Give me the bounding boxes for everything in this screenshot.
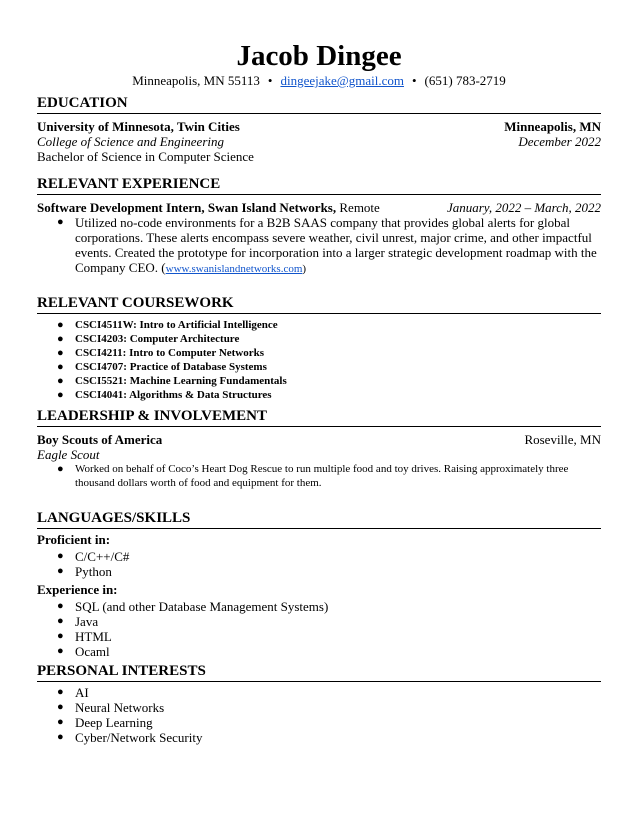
org-location: Roseville, MN: [524, 432, 601, 447]
candidate-name: Jacob Dingee: [236, 40, 402, 72]
location: Minneapolis, MN 55113: [132, 73, 260, 88]
list-item: ● Cyber/Network Security: [57, 730, 203, 745]
coursework-title: RELEVANT COURSEWORK: [37, 295, 601, 314]
email-link[interactable]: dingeejake@gmail.com: [280, 73, 404, 88]
job-role: Software Development Intern, Swan Island Networks,: [37, 200, 337, 215]
college-name: College of Science and Engineering: [37, 134, 225, 149]
list-item: ● CSCI4511W: Intro to Artificial Intelligence: [57, 319, 278, 331]
separator: •: [411, 73, 417, 88]
list-item: ● Neural Networks: [57, 700, 165, 715]
list-item: ● Utilized no-code environments for a B2B SAAS company that provides global alerts for global corporations. These alerts encompass severe weather, civil unrest, major crime, and other impactful events. Created the prototype for incorporation into a larger strategic development roadmap with the Company CEO. (www.swanislandnetworks.com): [57, 215, 597, 275]
list-item: ● Deep Learning: [57, 715, 153, 730]
experience-section: [37, 200, 601, 277]
experience-label: Experience in:: [37, 582, 118, 597]
education-section: [37, 119, 601, 164]
contact-line: [37, 72, 601, 89]
skills-title: LANGUAGES/SKILLS: [37, 510, 601, 529]
list-item: ● CSCI4203: Computer Architecture: [57, 333, 240, 345]
school-location: Minneapolis, MN: [504, 119, 601, 134]
list-item: ● Python: [57, 564, 112, 579]
coursework-list: [37, 318, 601, 402]
list-item: ● CSCI5521: Machine Learning Fundamentals: [57, 375, 287, 387]
company-link[interactable]: www.swanislandnetworks.com: [165, 263, 303, 275]
skills-section: [37, 532, 601, 659]
list-item: ● CSCI4211: Intro to Computer Networks: [57, 347, 265, 359]
graduation-date: December 2022: [518, 134, 601, 149]
education-title: EDUCATION: [37, 95, 601, 114]
list-item: ● AI: [57, 685, 89, 700]
job-dates: January, 2022 – March, 2022: [446, 200, 601, 215]
list-item: ● Worked on behalf of Coco’s Heart Dog Rescue to run multiple food and toy drives. Raising approximately three thousand dollars worth of food and equipment for them.: [57, 463, 569, 489]
leadership-section: [37, 432, 601, 490]
org-name: Boy Scouts of America: [37, 432, 163, 447]
degree: Bachelor of Science in Computer Science: [37, 149, 254, 164]
list-item: ● CSCI4041: Algorithms & Data Structures: [57, 389, 272, 401]
list-item: ● SQL (and other Database Management Systems): [57, 599, 329, 614]
experience-title: RELEVANT EXPERIENCE: [37, 176, 601, 195]
separator: •: [267, 73, 273, 88]
list-item: ● Java: [57, 614, 99, 629]
job-description: Utilized no-code environments for a B2B SAAS company that provides global alerts for global corporations. These alerts encompass severe weather, civil unrest, major crime, and other impactful events. Created the prototype for incorporation into a larger strategic development roadmap with the Company CEO. (: [75, 215, 597, 275]
school-name: University of Minnesota, Twin Cities: [37, 119, 240, 134]
resume-page: [37, 0, 601, 745]
leadership-title: LEADERSHIP & INVOLVEMENT: [37, 408, 601, 427]
list-item: ● C/C++/C#: [57, 549, 130, 564]
interests-title: PERSONAL INTERESTS: [37, 663, 601, 682]
job-mode: Remote: [339, 200, 380, 215]
list-item: ● CSCI4707: Practice of Database Systems: [57, 361, 267, 373]
interests-list: [37, 685, 601, 745]
scout-rank: Eagle Scout: [37, 447, 100, 462]
phone: (651) 783-2719: [424, 73, 506, 88]
list-item: ● HTML: [57, 629, 112, 644]
proficient-label: Proficient in:: [37, 532, 111, 547]
list-item: ● Ocaml: [57, 644, 110, 659]
